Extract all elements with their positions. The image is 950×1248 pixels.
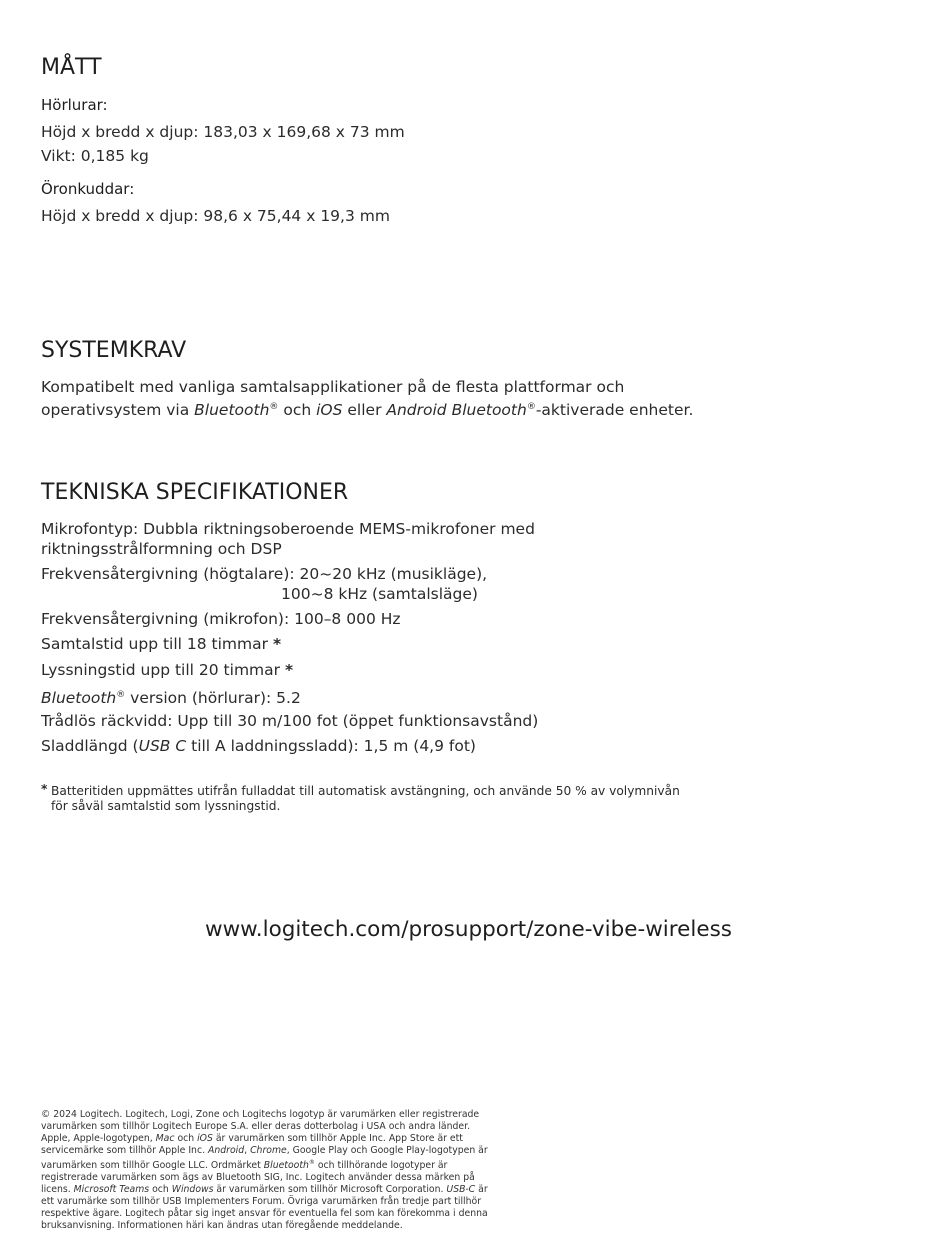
legal-notice: © 2024 Logitech. Logitech, Logi, Zone och Logitechs logotyp är varumärken eller registrerade varumärken som tillhör Logitech Europe S.A. eller deras dotterbolag i USA och andra länder. Apple, Apple-logotypen, Mac och iOS är varumärken som tillhör Apple Inc. App Store är ett servicemärke som tillhör Apple Inc. Android, Chrome, Google Play och Google Play-logotypen är varumärken som tillhör Google LLC. Ordmärket Bluetooth® och tillhörande logotyper är registrerade varumärken som ägs av Bluetooth SIG, Inc. Logitech använder dessa märken på licens. Microsoft Teams och Windows är varumärken som tillhör Microsoft Corporation. USB-C är ett varumärke som tillhör USB Implementers Forum. Övriga varumärken från tredje part tillhör respektive ägare. Logitech påtar sig inget ansvar för eventuella fel som kan förekomma i denna bruksanvisning. Informationen häri kan ändras utan föregående meddelande. xyxy=(41,1109,488,1232)
battery-footnote xyxy=(41,784,681,814)
systemkrav-line-1: Kompatibelt med vanliga samtalsapplikationer på de flesta plattformar och xyxy=(41,378,625,396)
systemkrav-line-2: operativsystem via Bluetooth® och iOS eller Android Bluetooth®-aktiverade enheter. xyxy=(41,401,694,420)
footnote-text: Batteritiden uppmättes utifrån fulladdat till automatisk avstängning, och använde 50 % av volymnivån för såväl samtalstid som lyssningstid. xyxy=(51,784,680,813)
spec-bluetooth-version: Bluetooth® version (hörlurar): 5.2 xyxy=(41,689,301,708)
spec-cable-length: Sladdlängd (USB C till A laddningssladd): 1,5 m (4,9 fot) xyxy=(41,737,476,755)
section-title-matt: MÅTT xyxy=(41,55,102,80)
headphones-dimensions: Höjd x bredd x djup: 183,03 x 169,68 x 73 mm xyxy=(41,123,405,141)
spec-mic-type-line-2: riktningsstrålformning och DSP xyxy=(41,540,282,558)
spec-wireless-range: Trådlös räckvidd: Upp till 30 m/100 fot (öppet funktionsavstånd) xyxy=(41,712,539,730)
support-url[interactable]: www.logitech.com/prosupport/zone-vibe-wireless xyxy=(205,917,732,942)
headphones-weight: Vikt: 0,185 kg xyxy=(41,147,149,165)
earpads-dimensions: Höjd x bredd x djup: 98,6 x 75,44 x 19,3 mm xyxy=(41,207,390,225)
spec-talk-time: Samtalstid upp till 18 timmar * xyxy=(41,635,282,653)
footnote-asterisk: * xyxy=(41,782,48,796)
spec-mic-type-line-1: Mikrofontyp: Dubbla riktningsoberoende MEMS-mikrofoner med xyxy=(41,520,535,538)
spec-freq-speaker: Frekvensåtergivning (högtalare): 20~20 kHz (musikläge), xyxy=(41,565,488,583)
section-title-systemkrav: SYSTEMKRAV xyxy=(41,338,187,363)
earpads-label: Öronkuddar: xyxy=(41,180,135,198)
spec-freq-mic: Frekvensåtergivning (mikrofon): 100–8 000 Hz xyxy=(41,610,401,628)
spec-freq-speaker-cont: 100~8 kHz (samtalsläge) xyxy=(281,585,478,603)
headphones-label: Hörlurar: xyxy=(41,96,108,114)
section-title-tekniska: TEKNISKA SPECIFIKATIONER xyxy=(41,480,349,505)
spec-listen-time: Lyssningstid upp till 20 timmar * xyxy=(41,661,294,679)
